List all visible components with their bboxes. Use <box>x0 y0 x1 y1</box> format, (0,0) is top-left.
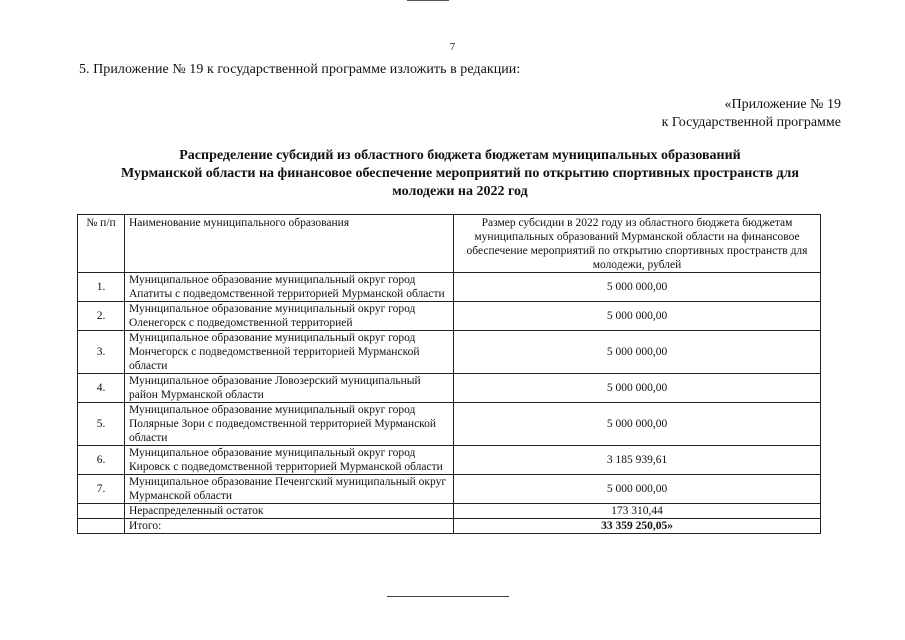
row-amount: 5 000 000,00 <box>454 331 821 374</box>
row-num: 7. <box>78 475 125 504</box>
table-row <box>78 446 821 475</box>
row-name: Муниципальное образование муниципальный округ город Оленегорск с подведомственной территорией <box>125 302 454 331</box>
row-name: Муниципальное образование муниципальный округ город Кировск с подведомственной территорией Мурманской области <box>125 446 454 475</box>
page-number: 7 <box>449 41 456 53</box>
total-label: Итого: <box>125 519 454 534</box>
row-num-empty <box>78 504 125 519</box>
table-row <box>78 374 821 403</box>
title-line-2: Мурманской области на финансовое обеспечение мероприятий по открытию спортивных пространств для <box>121 166 799 181</box>
appendix-line-2: к Государственной программе <box>661 115 841 130</box>
header-amount: Размер субсидии в 2022 году из областного бюджета бюджетам муниципальных образований Мурманской области на финансовое обеспечение мероприятий по открытию спортивных пространств для молодежи, рублей <box>454 215 821 273</box>
row-amount: 5 000 000,00 <box>454 302 821 331</box>
row-name: Муниципальное образование муниципальный округ город Апатиты с подведомственной территорией Мурманской области <box>125 273 454 302</box>
unallocated-amount: 173 310,44 <box>454 504 821 519</box>
row-amount: 5 000 000,00 <box>454 475 821 504</box>
subsidies-table <box>77 214 821 534</box>
header-num: № п/п <box>78 215 125 273</box>
row-num: 1. <box>78 273 125 302</box>
table-row <box>78 475 821 504</box>
title-line-3: молодежи на 2022 год <box>392 184 528 199</box>
row-amount: 3 185 939,61 <box>454 446 821 475</box>
row-num: 3. <box>78 331 125 374</box>
table-row <box>78 302 821 331</box>
title-line-1: Распределение субсидий из областного бюджета бюджетам муниципальных образований <box>179 148 741 163</box>
row-num: 5. <box>78 403 125 446</box>
unallocated-row <box>78 504 821 519</box>
row-name: Муниципальное образование муниципальный округ город Полярные Зори с подведомственной территорией Мурманской области <box>125 403 454 446</box>
total-row <box>78 519 821 534</box>
header-name: Наименование муниципального образования <box>125 215 454 273</box>
top-edge-line <box>407 0 449 1</box>
row-name: Муниципальное образование Печенгский муниципальный округ Мурманской области <box>125 475 454 504</box>
row-amount: 5 000 000,00 <box>454 273 821 302</box>
total-amount: 33 359 250,05» <box>454 519 821 534</box>
document-title <box>70 147 850 201</box>
intro-paragraph: 5. Приложение № 19 к государственной программе изложить в редакции: <box>79 62 521 77</box>
row-amount: 5 000 000,00 <box>454 374 821 403</box>
appendix-reference <box>662 96 841 132</box>
table-row <box>78 331 821 374</box>
row-amount: 5 000 000,00 <box>454 403 821 446</box>
row-num-empty <box>78 519 125 534</box>
table-row <box>78 403 821 446</box>
row-num: 4. <box>78 374 125 403</box>
row-name: Муниципальное образование Ловозерский муниципальный район Мурманской области <box>125 374 454 403</box>
unallocated-label: Нераспределенный остаток <box>125 504 454 519</box>
row-num: 6. <box>78 446 125 475</box>
appendix-line-1: «Приложение № 19 <box>724 97 841 112</box>
table-row <box>78 273 821 302</box>
table-header-row <box>78 215 821 273</box>
closing-separator-line <box>387 596 509 597</box>
row-name: Муниципальное образование муниципальный округ город Мончегорск с подведомственной территорией Мурманской области <box>125 331 454 374</box>
row-num: 2. <box>78 302 125 331</box>
